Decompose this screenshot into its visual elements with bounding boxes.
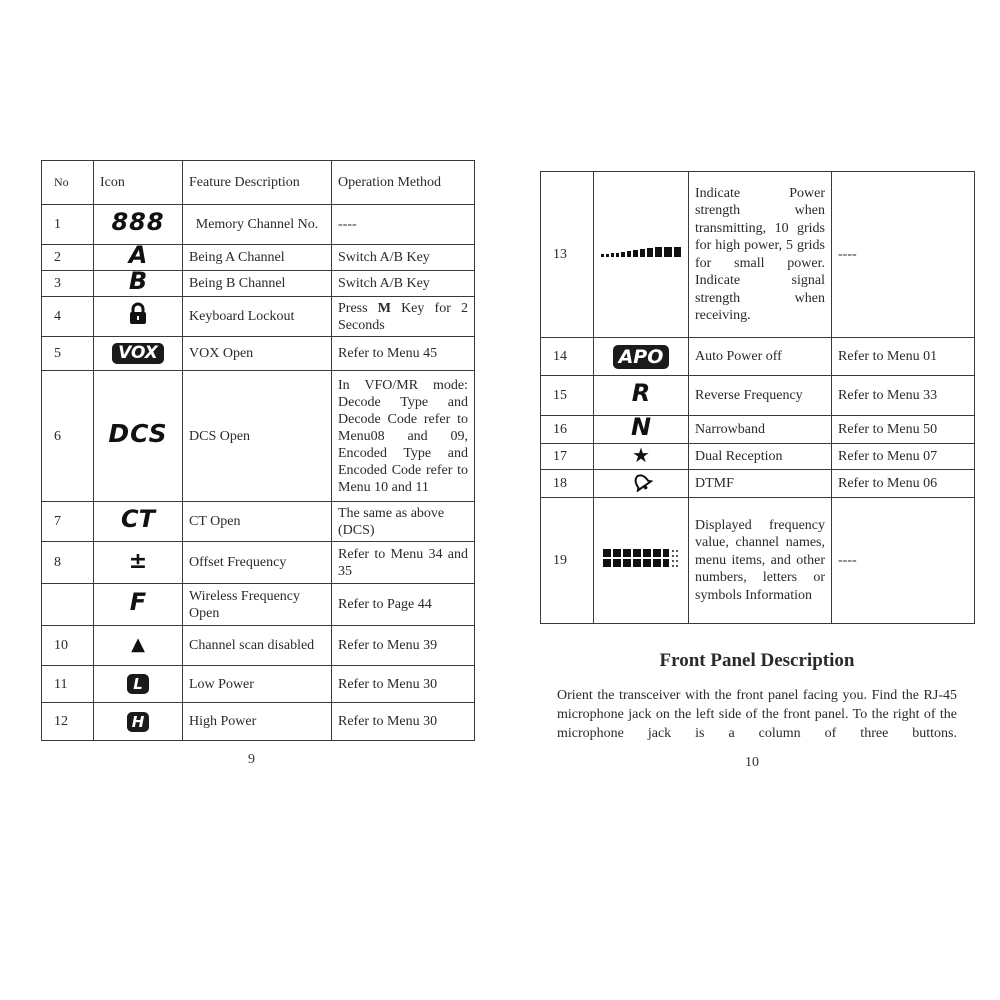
plus-minus-icon: ± [128, 548, 148, 574]
row-number: 7 [42, 502, 94, 542]
triangle-icon: ▲ [131, 634, 145, 655]
table-row [42, 666, 475, 703]
bell-icon [629, 481, 653, 496]
operation-method: Refer to Menu 30 [332, 703, 475, 741]
apo-icon: APO [613, 345, 670, 369]
row-number: 4 [42, 297, 94, 337]
operation-method: In VFO/MR mode: Decode Type and Decode Code refer to Menu08 and 09, Encoded Type and Encoded Code refer to Menu 10 and 11 [332, 371, 475, 502]
table-row [42, 584, 475, 626]
lock-icon [127, 315, 149, 330]
operation-method: ---- [332, 205, 475, 245]
table-row [541, 444, 975, 470]
star-icon: ★ [632, 442, 650, 467]
header-no: No [42, 161, 94, 205]
b-channel-icon: B [128, 267, 148, 295]
row-number: 17 [541, 444, 594, 470]
ct-icon: CT [121, 505, 155, 533]
table-row [42, 297, 475, 337]
row-number: 10 [42, 626, 94, 666]
table-row [541, 498, 975, 624]
row-number: 6 [42, 371, 94, 502]
row-number: 16 [541, 416, 594, 444]
dcs-icon: DCS [108, 419, 168, 448]
row-number [42, 584, 94, 626]
table-row [42, 337, 475, 371]
table-row [42, 371, 475, 502]
header-feature: Feature Description [183, 161, 332, 205]
signal-bars-icon [599, 247, 683, 262]
feature-description: Channel scan disabled [183, 626, 332, 666]
feature-description: Reverse Frequency [689, 376, 832, 416]
table-row [541, 172, 975, 338]
right-feature-table [540, 171, 975, 624]
header-operation: Operation Method [332, 161, 475, 205]
table-row [42, 542, 475, 584]
feature-description: Wireless Frequency Open [183, 584, 332, 626]
row-number: 14 [541, 338, 594, 376]
operation-method: Press M Key for 2 Seconds [332, 297, 475, 337]
table-row [42, 502, 475, 542]
vox-icon: VOX [112, 343, 164, 364]
feature-description: Low Power [183, 666, 332, 703]
feature-description: VOX Open [183, 337, 332, 371]
table-row [42, 245, 475, 271]
operation-method: Refer to Menu 39 [332, 626, 475, 666]
feature-description: Indicate Power strength when transmitting, 10 grids for high power, 5 grids for small power. Indicate signal strength when receiving. [689, 172, 832, 338]
feature-description: CT Open [183, 502, 332, 542]
operation-method: Refer to Menu 50 [832, 416, 975, 444]
operation-method: ---- [832, 498, 975, 624]
operation-method: Refer to Page 44 [332, 584, 475, 626]
table-row [541, 338, 975, 376]
operation-method: ---- [832, 172, 975, 338]
feature-description: Being B Channel [183, 271, 332, 297]
operation-method: Refer to Menu 45 [332, 337, 475, 371]
operation-method: Refer to Menu 06 [832, 470, 975, 498]
feature-description: Offset Frequency [183, 542, 332, 584]
operation-method: Switch A/B Key [332, 271, 475, 297]
row-number: 5 [42, 337, 94, 371]
table-row [42, 271, 475, 297]
left-feature-table [41, 160, 475, 741]
operation-method: Switch A/B Key [332, 245, 475, 271]
page-number-right: 10 [745, 755, 759, 770]
row-number: 18 [541, 470, 594, 498]
feature-description: Being A Channel [183, 245, 332, 271]
feature-description: DCS Open [183, 371, 332, 502]
operation-method: The same as above (DCS) [332, 502, 475, 542]
feature-description: DTMF [689, 470, 832, 498]
dot-matrix-icon [601, 558, 681, 573]
row-number: 11 [42, 666, 94, 703]
high-power-icon: H [127, 712, 149, 732]
f-icon: F [129, 588, 147, 616]
section-paragraph: Orient the transceiver with the front panel facing you. Find the RJ-45 microphone jack on the left side of the front panel. To the right of the microphone jack is a column of three buttons. [557, 688, 957, 741]
row-number: 1 [42, 205, 94, 245]
low-power-icon: L [127, 674, 149, 694]
feature-description: Narrowband [689, 416, 832, 444]
row-number: 12 [42, 703, 94, 741]
reverse-icon: R [631, 379, 651, 407]
operation-method: Refer to Menu 34 and 35 [332, 542, 475, 584]
table-row [42, 626, 475, 666]
row-number: 19 [541, 498, 594, 624]
feature-description: High Power [183, 703, 332, 741]
section-heading: Front Panel Description [659, 650, 855, 671]
table-row [541, 416, 975, 444]
row-number: 3 [42, 271, 94, 297]
feature-description: Memory Channel No. [183, 205, 332, 245]
feature-description: Displayed frequency value, channel names, menu items, and other numbers, letters or symbols Information [689, 498, 832, 624]
row-number: 8 [42, 542, 94, 584]
table-row [541, 470, 975, 498]
header-icon: Icon [94, 161, 183, 205]
operation-method: Refer to Menu 01 [832, 338, 975, 376]
a-channel-icon: A [128, 241, 148, 269]
table-header-row [42, 161, 475, 205]
feature-description: Auto Power off [689, 338, 832, 376]
operation-method: Refer to Menu 30 [332, 666, 475, 703]
table-row [541, 376, 975, 416]
memory-channel-icon: 888 [111, 208, 165, 236]
row-number: 13 [541, 172, 594, 338]
row-number: 2 [42, 245, 94, 271]
narrowband-icon: N [630, 413, 652, 441]
table-row [42, 205, 475, 245]
page-number-left: 9 [248, 752, 255, 767]
operation-method: Refer to Menu 33 [832, 376, 975, 416]
operation-method: Refer to Menu 07 [832, 444, 975, 470]
feature-description: Keyboard Lockout [183, 297, 332, 337]
feature-description: Dual Reception [689, 444, 832, 470]
row-number: 15 [541, 376, 594, 416]
table-row [42, 703, 475, 741]
